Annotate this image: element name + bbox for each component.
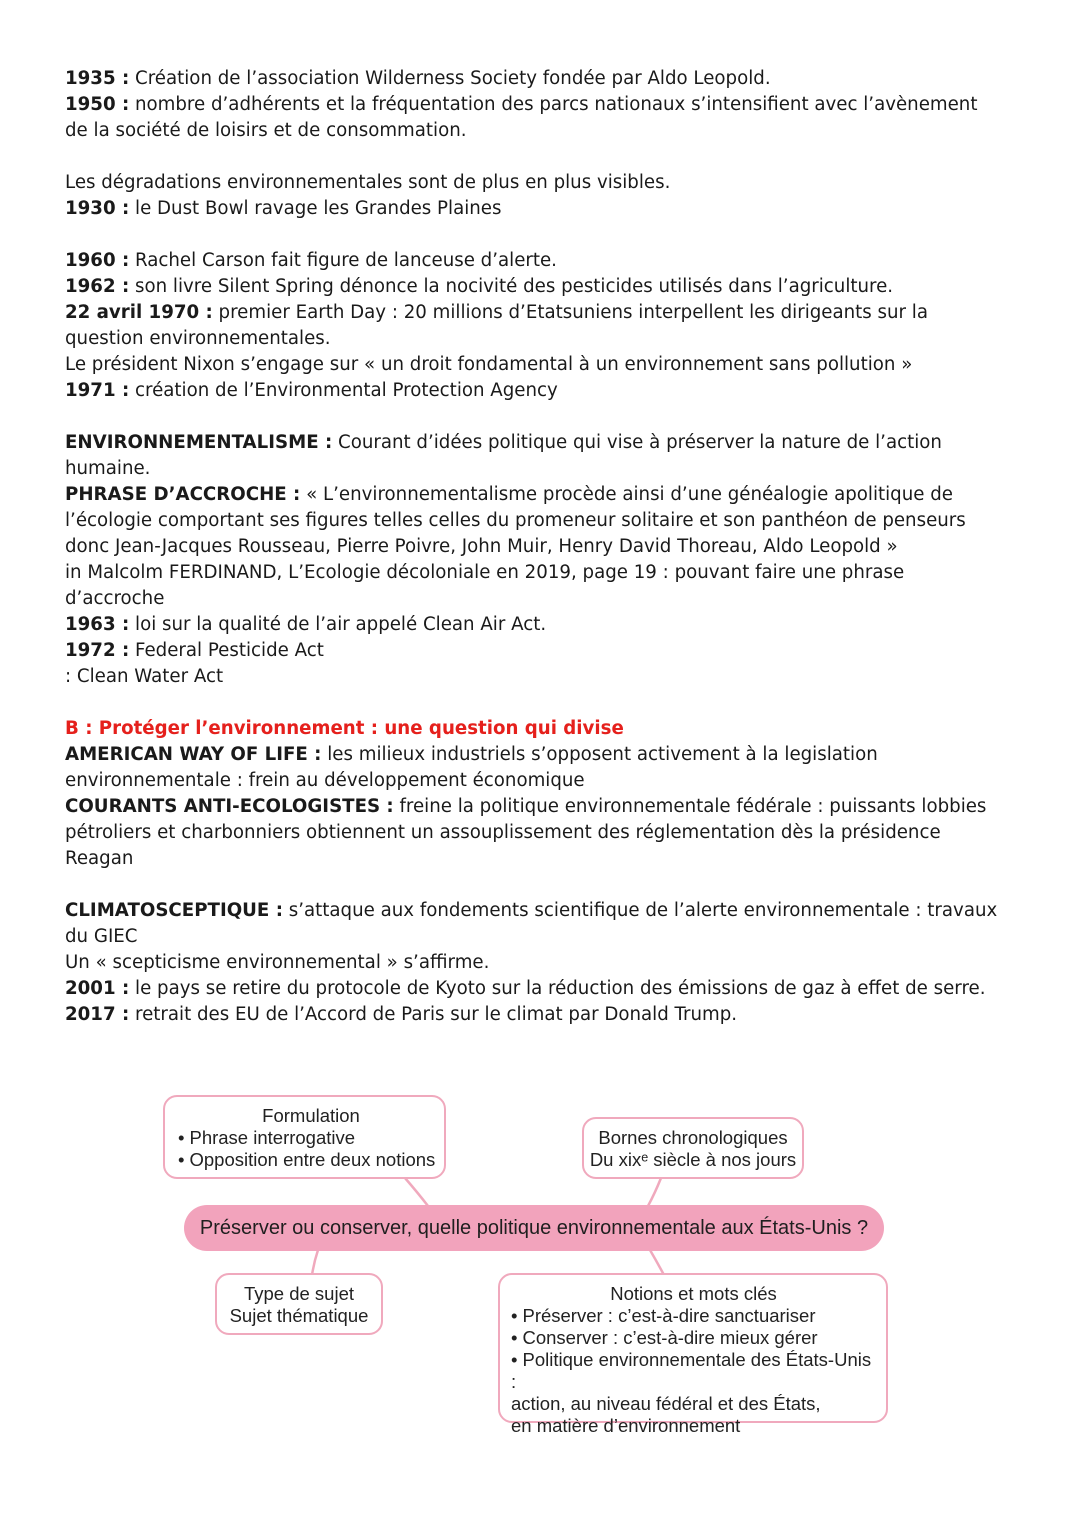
type-title: Type de sujet xyxy=(243,1283,355,1304)
bornes-sub: Du xixᵉ siècle à nos jours xyxy=(589,1149,797,1170)
line-nixon: Le président Nixon s’engage sur « un droit fondamental à un environnement sans pollution » xyxy=(65,354,913,375)
line-environnementalisme-cont: humaine. xyxy=(65,458,151,479)
notions-item: • Conserver : c’est-à-dire mieux gérer xyxy=(511,1327,876,1349)
line-american-way-cont: environnementale : frein au développement économique xyxy=(65,770,585,791)
line-accroche-5: d’accroche xyxy=(65,588,165,609)
line-2001: 2001 : le pays se retire du protocole de Kyoto sur la réduction des émissions de gaz à effet de serre. xyxy=(65,978,986,999)
line-anti-ecologistes: COURANTS ANTI-ECOLOGISTES : freine la politique environnementale fédérale : puissants lobbies xyxy=(65,796,987,817)
connector-formulation xyxy=(405,1178,428,1206)
formulation-item: • Phrase interrogative xyxy=(178,1127,444,1149)
line-phrase-accroche: PHRASE D’ACCROCHE : « L’environnementalisme procède ainsi d’une généalogie apolitique de xyxy=(65,484,953,505)
bornes-box xyxy=(582,1117,804,1179)
line-accroche-2: l’écologie comportant ses figures telles celles du promeneur solitaire et son panthéon de penseurs xyxy=(65,510,966,531)
line-1970-cont: question environnementales. xyxy=(65,328,331,349)
line-american-way: AMERICAN WAY OF LIFE : les milieux industriels s’opposent activement à la legislation xyxy=(65,744,878,765)
line-1950-cont: de la société de loisirs et de consommation. xyxy=(65,120,467,141)
notions-cont-1: action, au niveau fédéral et des États, xyxy=(511,1393,821,1414)
connector-type xyxy=(312,1250,318,1275)
formulation-title: Formulation xyxy=(262,1105,360,1126)
line-2017: 2017 : retrait des EU de l’Accord de Paris sur le climat par Donald Trump. xyxy=(65,1004,738,1025)
type-box xyxy=(215,1273,383,1335)
line-degradations: Les dégradations environnementales sont de plus en plus visibles. xyxy=(65,172,671,193)
line-1971: 1971 : création de l’Environmental Protection Agency xyxy=(65,380,558,401)
formulation-list xyxy=(178,1127,444,1171)
document-body xyxy=(65,66,1015,1028)
line-anti-ecologistes-2: pétroliers et charbonniers obtiennent un assouplissement des réglementation dès la présidence xyxy=(65,822,941,843)
line-clean-water: : Clean Water Act xyxy=(65,666,224,687)
notions-item: • Préserver : c’est-à-dire sanctuariser xyxy=(511,1305,876,1327)
line-scepticisme: Un « scepticisme environnemental » s’affirme. xyxy=(65,952,490,973)
notions-box xyxy=(498,1273,888,1436)
connector-notions xyxy=(650,1250,664,1275)
central-question: Préserver ou conserver, quelle politique environnementale aux États-Unis ? xyxy=(184,1205,884,1251)
notions-list xyxy=(511,1305,876,1393)
line-climatosceptique-cont: du GIEC xyxy=(65,926,138,947)
line-1950: 1950 : nombre d’adhérents et la fréquentation des parcs nationaux s’intensifient avec l’avènement xyxy=(65,94,978,115)
section-heading-b: B : Protéger l’environnement : une question qui divise xyxy=(65,718,624,739)
connector-bornes xyxy=(648,1178,661,1206)
line-anti-ecologistes-3: Reagan xyxy=(65,848,134,869)
line-environnementalisme: ENVIRONNEMENTALISME : Courant d’idées politique qui vise à préserver la nature de l’action xyxy=(65,432,942,453)
notions-title: Notions et mots clés xyxy=(610,1283,777,1304)
line-1970: 22 avril 1970 : premier Earth Day : 20 millions d’Etatsuniens interpellent les dirigeants sur la xyxy=(65,302,929,323)
line-1972: 1972 : Federal Pesticide Act xyxy=(65,640,324,661)
line-1963: 1963 : loi sur la qualité de l’air appelé Clean Air Act. xyxy=(65,614,547,635)
line-1935: 1935 : Création de l’association Wilderness Society fondée par Aldo Leopold. xyxy=(65,68,771,89)
line-accroche-4: in Malcolm FERDINAND, L’Ecologie décoloniale en 2019, page 19 : pouvant faire une phrase xyxy=(65,562,905,583)
formulation-box xyxy=(163,1095,446,1179)
notions-cont-2: en matière d’environnement xyxy=(511,1415,741,1436)
formulation-item: • Opposition entre deux notions xyxy=(178,1149,444,1171)
line-1962: 1962 : son livre Silent Spring dénonce la nocivité des pesticides utilisés dans l’agriculture. xyxy=(65,276,894,297)
line-1960: 1960 : Rachel Carson fait figure de lanceuse d’alerte. xyxy=(65,250,557,271)
line-1930: 1930 : le Dust Bowl ravage les Grandes Plaines xyxy=(65,198,502,219)
line-accroche-3: donc Jean-Jacques Rousseau, Pierre Poivre, John Muir, Henry David Thoreau, Aldo Leopold » xyxy=(65,536,898,557)
line-climatosceptique: CLIMATOSCEPTIQUE : s’attaque aux fondements scientifique de l’alerte environnementale : travaux xyxy=(65,900,998,921)
notions-item: • Politique environnementale des États-Unis : xyxy=(511,1349,876,1393)
bornes-title: Bornes chronologiques xyxy=(598,1127,788,1148)
type-sub: Sujet thématique xyxy=(229,1305,369,1326)
